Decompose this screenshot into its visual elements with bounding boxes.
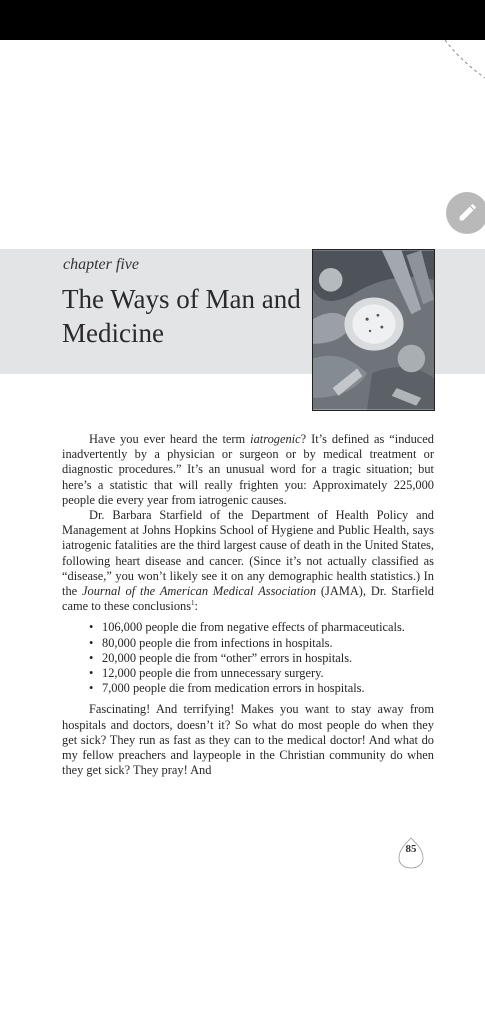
list-item: • 12,000 people die from unnecessary surgery. [102,666,434,681]
paragraph-3: Fascinating! And terrifying! Makes you want to stay away from hospitals and doctors, doesn’t it? So what do most people do when they get sick? They run as fast as they can to the medical doctor! And what do my fellow preachers and laypeople in the Christian community do when they get sick? They pray! And [62,702,434,778]
statistics-list [62,620,434,696]
pencil-icon [456,202,478,224]
footnote-marker: 1 [191,599,195,608]
list-item: • 7,000 people die from medication errors in hospitals. [102,681,434,696]
body-text [62,432,434,778]
paragraph-1: Have you ever heard the term iatrogenic? It’s defined as “induced inadvertently by a physician or surgeon or by medical treatment or diagnostic procedures.” It’s an unusual word for a tragic situation; but here’s a statistic that will really frighten you: Approximately 225,000 people die every year from iatrogenic causes. [62,432,434,507]
chapter-title: The Ways of Man and Medicine [62,284,301,348]
page-curl-decoration [440,40,485,85]
list-item: • 106,000 people die from negative effects of pharmaceuticals. [102,620,434,635]
chapter-label: chapter five [63,256,139,273]
top-bar [0,0,485,40]
chapter-photo [312,249,435,411]
paragraph-2: Dr. Barbara Starfield of the Department of Health Policy and Management at Johns Hopkins School of Hygiene and Public Health, says iatrogenic fatalities are the third largest cause of death in the United States, following heart disease and cancer. (Since it’s not actually classified as “disease,” you won’t likely see it on any demographic health statistics.) In the Journal of the American Medical Association (JAMA), Dr. Starfield came to these conclusions$^1$: [62,508,434,614]
edit-button[interactable] [446,192,485,234]
list-item: • 20,000 people die from “other” errors in hospitals. [102,651,434,666]
list-item: • 80,000 people die from infections in hospitals. [102,636,434,651]
page-number: 85 [405,843,417,855]
